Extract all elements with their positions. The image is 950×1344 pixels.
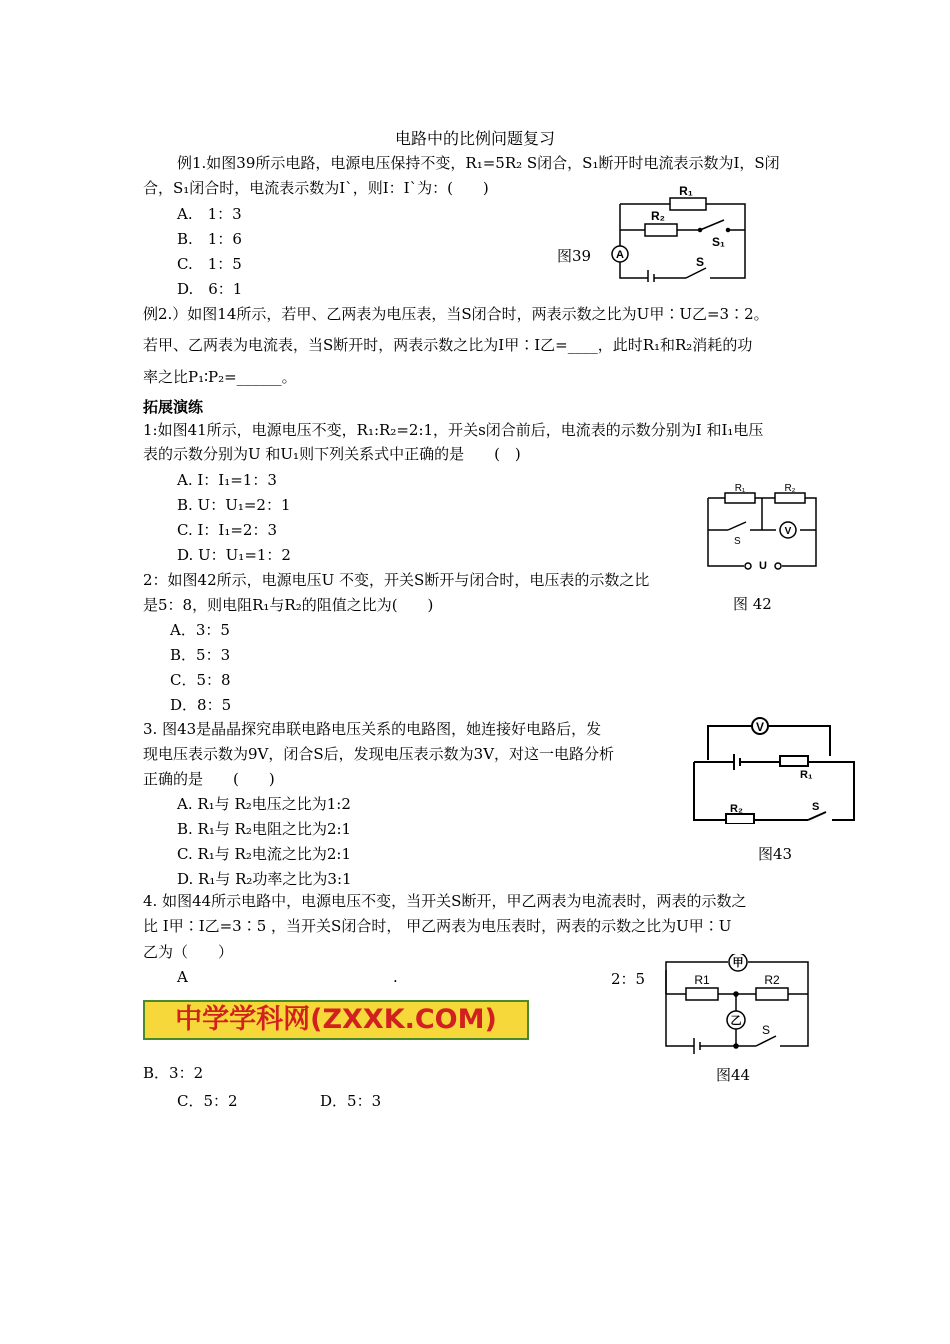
fig42-s-label: S xyxy=(734,536,741,547)
q3-line2: 现电压表示数为9V，闭合S后，发现电压表示数为3V，对这一电路分析 xyxy=(143,745,615,763)
fig39-s-label: S xyxy=(696,255,705,269)
fig44-yi-label: 乙 xyxy=(730,1015,742,1027)
q4-option-c: C．5：2 xyxy=(177,1092,238,1110)
fig39-ammeter-label: A xyxy=(616,249,624,261)
fig39-r1-label: R₁ xyxy=(679,184,693,198)
q1-line2: 表的示数分别为U 和U₁则下列关系式中正确的是 ( ) xyxy=(143,445,521,463)
ex1-line2: 合，S₁闭合时，电流表示数为I`，则I：I`为：( ) xyxy=(143,179,489,197)
fig43-r1-label: R₁ xyxy=(800,769,813,781)
fig42-u-label: U xyxy=(759,560,767,572)
q2-line2: 是5：8，则电阻R₁与R₂的阻值之比为( ) xyxy=(143,596,434,614)
q4-option-b: B．3：2 xyxy=(143,1064,204,1082)
fig44-label: 图44 xyxy=(716,1066,751,1084)
q3-option-b: B. R₁与 R₂电阻之比为2:1 xyxy=(177,820,352,838)
section-heading: 拓展演练 xyxy=(143,398,204,416)
zxxk-logo: 中学学科网(ZXXK.COM) xyxy=(143,1000,529,1040)
fig42-r2-label: R₂ xyxy=(784,483,796,494)
ex1-line1: 例1.如图39所示电路，电源电压保持不变，R₁=5R₂ S闭合，S₁断开时电流表示数为I，S闭 xyxy=(177,154,780,172)
q2-line1: 2：如图42所示，电源电压U 不变，开关S断开与闭合时，电压表的示数之比 xyxy=(143,571,650,589)
ex2-line1: 例2.）如图14所示，若甲、乙两表为电压表，当S闭合时，两表示数之比为U甲∶U乙=3∶2。 xyxy=(143,305,769,323)
fig43-r2-label: R₂ xyxy=(730,803,743,815)
q1-line1: 1:如图41所示，电源电压不变，R₁:R₂=2:1，开关s闭合前后，电流表的示数分别为I 和I₁电压 xyxy=(143,421,764,439)
q3-line1: 3. 图43是晶晶探究串联电路电压关系的电路图，她连接好电路后，发 xyxy=(143,720,602,738)
q4-line1: 4. 如图44所示电路中，电源电压不变，当开关S断开，甲乙两表为电流表时，两表的示数之 xyxy=(143,892,747,910)
q2-option-d: D．8：5 xyxy=(170,696,232,714)
q4-option-d: D．5：3 xyxy=(320,1092,382,1110)
q1-option-c: C. I：I₁=2：3 xyxy=(177,521,277,539)
fig39-circuit xyxy=(600,182,750,282)
q1-option-b: B. U：U₁=2：1 xyxy=(177,496,291,514)
ex2-line2: 若甲、乙两表为电流表，当S断开时，两表示数之比为I甲∶I乙=____，此时R₁和R₂消耗的功 xyxy=(143,336,753,354)
fig44-r2-label: R2 xyxy=(764,973,780,987)
q4-option-a-value: 2：5 xyxy=(611,970,646,988)
ex1-option-d: D. 6：1 xyxy=(177,280,243,298)
q2-option-a: A．3：5 xyxy=(170,621,230,639)
q4-line2: 比 I甲∶I乙=3∶5 ，当开关S闭合时， 甲乙两表为电压表时，两表的示数之比为U甲∶U xyxy=(143,917,732,935)
q4-line3: 乙为（ ） xyxy=(143,943,234,961)
q4-option-a: A xyxy=(177,968,188,986)
q3-line3: 正确的是 ( ) xyxy=(143,770,275,788)
ex2-line3: 率之比P₁∶P₂=______。 xyxy=(143,368,297,386)
fig39-s1-label: S₁ xyxy=(712,235,725,249)
page-title: 电路中的比例问题复习 xyxy=(394,129,555,148)
fig44-circuit xyxy=(658,954,814,1054)
q2-option-b: B．5：3 xyxy=(170,646,231,664)
fig42-r1-label: R₁ xyxy=(734,483,746,494)
q1-option-d: D. U：U₁=1：2 xyxy=(177,546,291,564)
ex1-option-c: C. 1：5 xyxy=(177,255,242,273)
q3-option-d: D. R₁与 R₂功率之比为3:1 xyxy=(177,870,352,888)
ex1-option-a: A. 1：3 xyxy=(177,205,242,223)
ex1-option-b: B. 1：6 xyxy=(177,230,242,248)
fig42-circuit xyxy=(700,482,820,572)
fig44-r1-label: R1 xyxy=(694,973,710,987)
fig43-circuit xyxy=(690,712,858,824)
fig43-s-label: S xyxy=(812,801,820,813)
fig39-r2-label: R₂ xyxy=(651,209,665,223)
fig39-label: 图39 xyxy=(557,247,592,265)
fig43-label: 图43 xyxy=(758,845,793,863)
fig42-voltmeter-label: V xyxy=(784,526,792,537)
q3-option-a: A. R₁与 R₂电压之比为1:2 xyxy=(177,795,351,813)
q3-option-c: C. R₁与 R₂电流之比为2:1 xyxy=(177,845,352,863)
q2-option-c: C．5：8 xyxy=(170,671,231,689)
fig44-jia-label: 甲 xyxy=(732,957,744,969)
fig42-label: 图 42 xyxy=(733,595,772,613)
fig44-s-label: S xyxy=(762,1023,771,1037)
q1-option-a: A. I：I₁=1：3 xyxy=(177,471,277,489)
q4-option-a-dot: . xyxy=(393,968,398,986)
fig43-voltmeter-label: V xyxy=(755,720,765,734)
